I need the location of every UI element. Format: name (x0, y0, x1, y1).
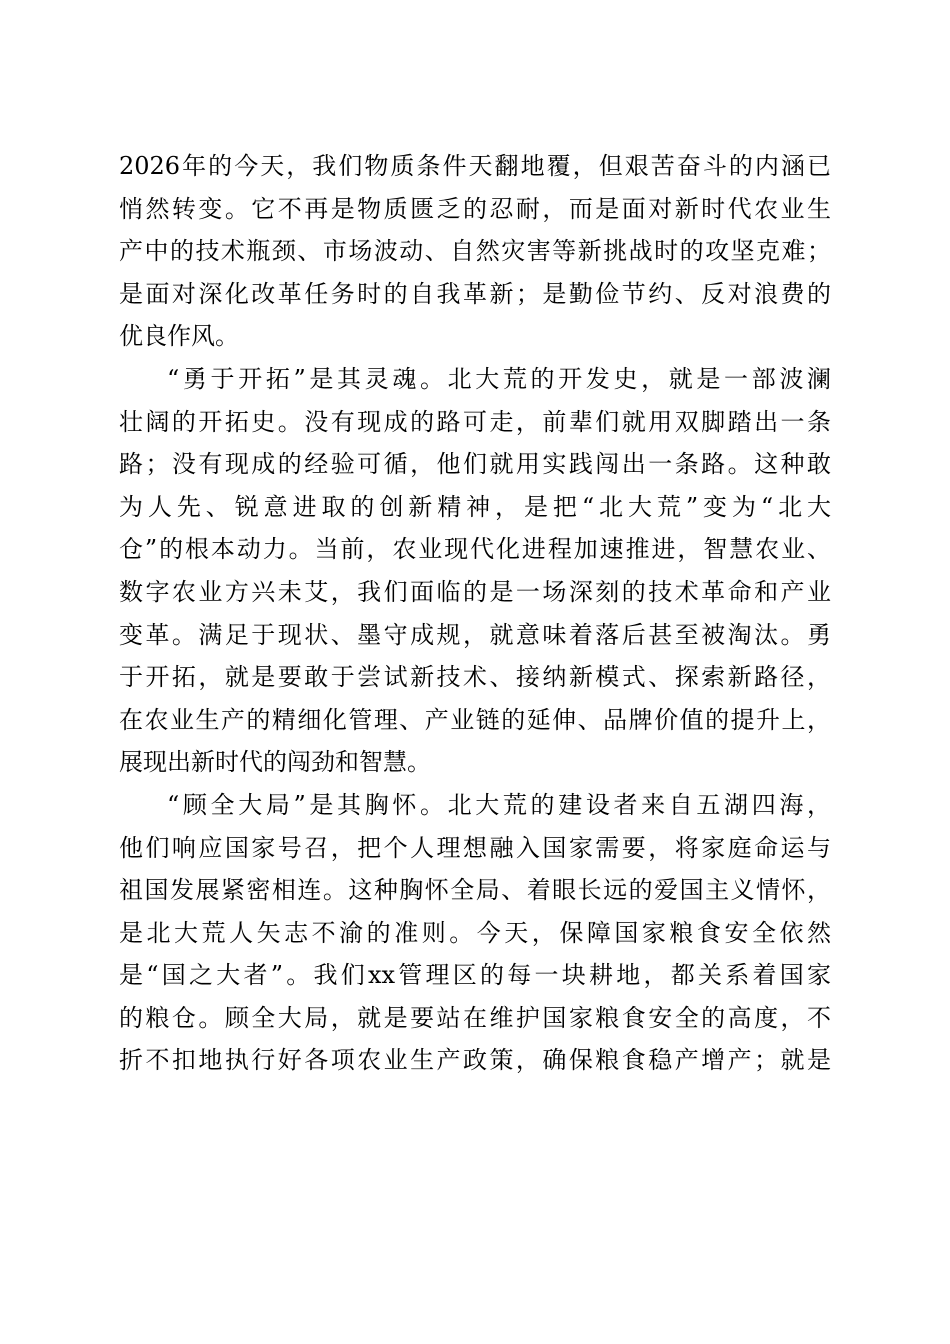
text-line: 是面对深化改革任务时的自我革新；是勤俭节约、反对浪费的 (119, 279, 831, 308)
text-line: “勇于开拓”是其灵魂。北大荒的开发史，就是一部波澜 (167, 364, 831, 393)
text-line: 折不扣地执行好各项农业生产政策，确保粮食稳产增产；就是 (119, 1046, 831, 1075)
text-line: 为人先、锐意进取的创新精神，是把“北大荒”变为“北大 (119, 492, 831, 521)
text-line: “顾全大局”是其胸怀。北大荒的建设者来自五湖四海， (167, 790, 831, 819)
text-line: 路；没有现成的经验可循，他们就用实践闯出一条路。这种敢 (119, 450, 831, 479)
text-line: 祖国发展紧密相连。这种胸怀全局、着眼长远的爱国主义情怀， (119, 876, 831, 905)
text-line: 2026年的今天，我们物质条件天翻地覆，但艰苦奋斗的内涵已 (119, 152, 831, 180)
text-line: 优良作风。 (119, 322, 239, 351)
text-line: 于开拓，就是要敢于尝试新技术、接纳新模式、探索新路径， (119, 663, 831, 692)
text-line: 变革。满足于现状、墨守成规，就意味着落后甚至被淘汰。勇 (119, 620, 831, 649)
text-line: 产中的技术瓶颈、市场波动、自然灾害等新挑战时的攻坚克难； (119, 237, 831, 266)
paragraph-1 (119, 145, 831, 358)
text-line: 在农业生产的精细化管理、产业链的延伸、品牌价值的提升上， (119, 705, 831, 734)
text-line: 是“国之大者”。我们xx管理区的每一块耕地，都关系着国家 (119, 961, 831, 990)
text-line: 仓”的根本动力。当前，农业现代化进程加速推进，智慧农业、 (119, 535, 831, 564)
document-body (119, 145, 831, 1082)
paragraph-3 (119, 784, 831, 1082)
text-line: 他们响应国家号召，把个人理想融入国家需要，将家庭命运与 (119, 833, 831, 862)
text-line: 悄然转变。它不再是物质匮乏的忍耐，而是面对新时代农业生 (119, 194, 831, 223)
text-line: 壮阔的开拓史。没有现成的路可走，前辈们就用双脚踏出一条 (119, 407, 831, 436)
paragraph-2 (119, 358, 831, 784)
text-line: 是北大荒人矢志不渝的准则。今天，保障国家粮食安全依然 (119, 918, 831, 947)
text-line: 展现出新时代的闯劲和智慧。 (119, 748, 431, 777)
text-line: 的粮仓。顾全大局，就是要站在维护国家粮食安全的高度，不 (119, 1003, 831, 1032)
text-line: 数字农业方兴未艾，我们面临的是一场深刻的技术革命和产业 (119, 577, 831, 606)
